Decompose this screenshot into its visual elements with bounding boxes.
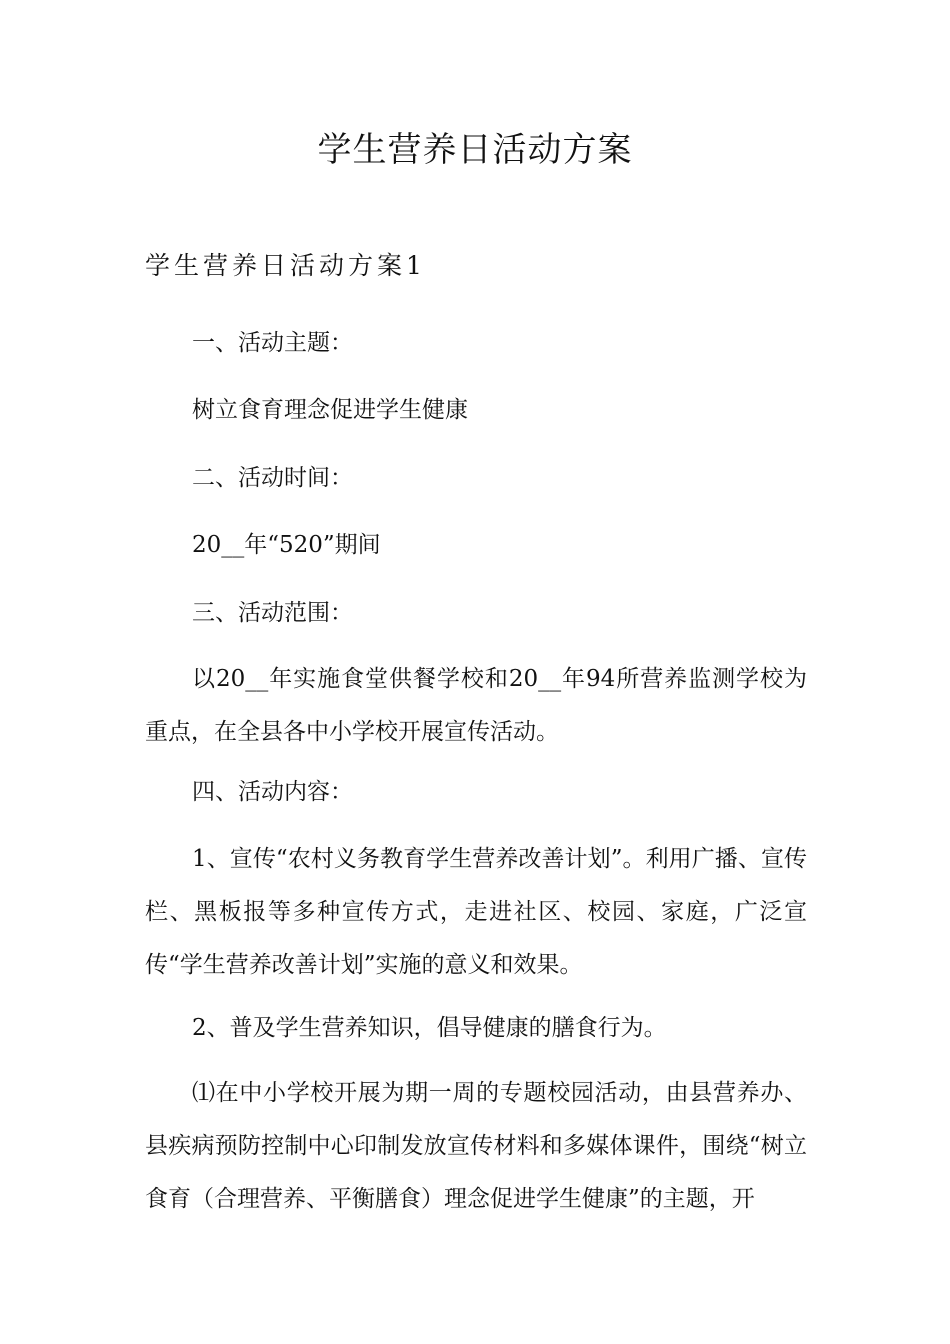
heading-activity-content: 四、活动内容： (192, 779, 353, 805)
paragraph-content-item-1: 1、宣传“农村义务教育学生营养改善计划”。利用广播、宣传栏、黑板报等多种宣传方式，走进社区、校园、家庭，广泛宣传“学生营养改善计划”实施的意义和效果。 (145, 846, 807, 978)
heading-activity-time: 二、活动时间： (192, 465, 353, 491)
section-title: 学生营养日活动方案1 (145, 251, 426, 280)
paragraph-activity-scope: 以20__年实施食堂供餐学校和20__年94所营养监测学校为重点，在全县各中小学校开展宣传活动。 (145, 666, 807, 745)
document-title: 学生营养日活动方案 (317, 130, 633, 170)
paragraph-activity-time: 20__年“520”期间 (192, 532, 381, 558)
heading-activity-scope: 三、活动范围： (192, 600, 353, 626)
heading-activity-theme: 一、活动主题： (192, 330, 353, 356)
paragraph-content-item-2-1: ⑴在中小学校开展为期一周的专题校园活动，由县营养办、县疾病预防控制中心印制发放宣传材料和多媒体课件，围绕“树立食育（合理营养、平衡膳食）理念促进学生健康”的主题，开 (145, 1080, 807, 1212)
paragraph-content-item-2: 2、普及学生营养知识，倡导健康的膳食行为。 (192, 1015, 667, 1041)
paragraph-activity-theme: 树立食育理念促进学生健康 (192, 397, 468, 423)
